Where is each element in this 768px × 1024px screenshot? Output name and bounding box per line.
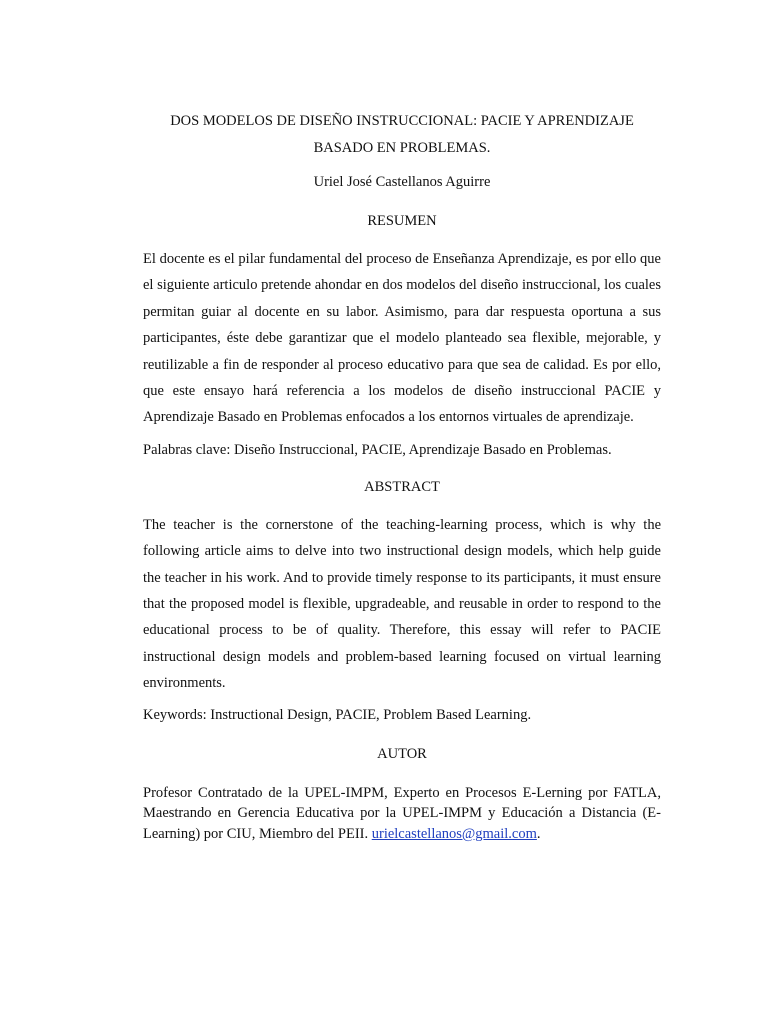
author-name: Uriel José Castellanos Aguirre [313, 174, 491, 190]
resumen-paragraph: El docente es el pilar fundamental del proceso de Enseñanza Aprendizaje, es por ello que el siguiente articulo pretende ahondar en dos modelos del diseño instruccional, los cuales permitan guiar al docente en su labor. Asimismo, para dar respuesta oportuna a sus participantes, éste debe garantizar que el modelo planteado sea flexible, mejorable, y reutilizable a fin de responder al proceso educativo para que sea de calidad. Es por ello, que este ensayo hará referencia a los modelos de diseño instruccional PACIE y Aprendizaje Basado en Problemas enfocados a los entornos virtuales de aprendizaje. [143, 251, 661, 426]
abstract-heading: ABSTRACT [364, 478, 440, 495]
palabras-clave: Palabras clave: Diseño Instruccional, PACIE, Aprendizaje Basado en Problemas. [143, 441, 612, 458]
keywords: Keywords: Instructional Design, PACIE, Problem Based Learning. [143, 706, 532, 723]
paper-title-line-1: DOS MODELOS DE DISEÑO INSTRUCCIONAL: PACIE Y APRENDIZAJE [170, 113, 634, 129]
autor-paragraph [143, 783, 661, 845]
paper-title [143, 108, 661, 162]
resumen-heading: RESUMEN [367, 213, 437, 229]
abstract-paragraph: The teacher is the cornerstone of the teaching-learning process, which is why the following article aims to delve into two instructional design models, which help guide the teacher in his work. And to provide timely response to its participants, it must ensure that the proposed model is flexible, upgradeable, and reusable in order to respond to the educational process to be of quality. Therefore, this essay will refer to PACIE instructional design models and problem-based learning focused on virtual learning environments. [143, 516, 661, 692]
autor-heading: AUTOR [377, 745, 427, 762]
paper-title-line-2: BASADO EN PROBLEMAS. [313, 140, 491, 156]
email-link[interactable]: urielcastellanos@gmail.com [371, 825, 537, 842]
autor-description: Profesor Contratado de la UPEL-IMPM, Experto en Procesos E-Lerning por FATLA, Maestrando en Gerencia Educativa por la UPEL-IMPM y Educación a Distancia (E-Learning) por CIU, Miembro del PEII. [143, 784, 661, 842]
document-page [143, 108, 661, 844]
autor-trailing-period: . [536, 825, 541, 842]
